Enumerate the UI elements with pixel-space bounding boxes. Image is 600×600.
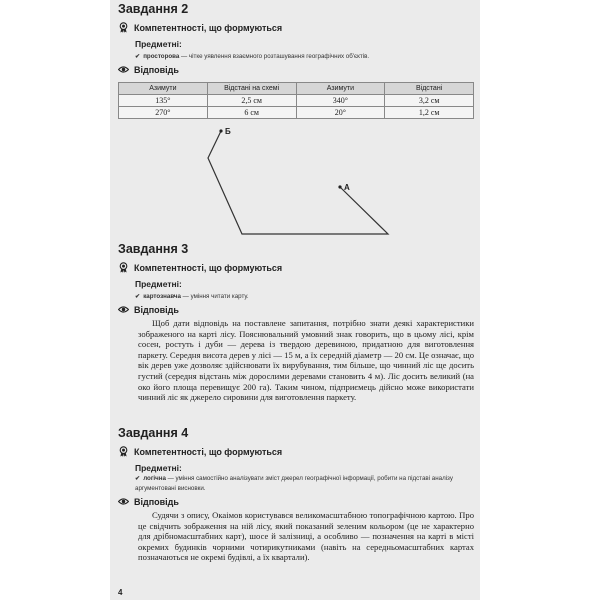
route-line: [208, 131, 388, 234]
route-diagram: [118, 120, 474, 235]
point-a-marker: [338, 185, 341, 188]
book-page: [110, 0, 480, 600]
table-cell: 340°: [296, 95, 385, 107]
task3-subject-label: Предметні:: [135, 279, 182, 289]
task2-bullet: [135, 53, 369, 60]
table-header-row: [119, 83, 474, 95]
eye-icon: [118, 496, 129, 507]
task2-title: Завдання 2: [118, 2, 189, 16]
page-number: 4: [118, 588, 123, 597]
task2-competencies-label: Компетентності, що формуються: [134, 22, 283, 33]
azimuth-table: [118, 82, 474, 119]
check-icon: ✔: [135, 475, 141, 482]
check-icon: ✔: [135, 53, 141, 60]
table-header-cell: Азимути: [119, 83, 208, 95]
table-cell: 135°: [119, 95, 208, 107]
task4-bullet: [135, 474, 470, 494]
table-row: [119, 95, 474, 107]
task3-bullet-text: — уміння читати карту.: [180, 293, 249, 300]
table-cell: 6 см: [207, 107, 296, 119]
task2-answer-label: Відповідь: [134, 64, 179, 75]
task4-competencies-heading: [118, 446, 282, 457]
task3-bullet-term: картознавча: [143, 293, 181, 300]
table-cell: 1,2 см: [385, 107, 474, 119]
task2-subject-label: Предметні:: [135, 39, 182, 49]
task4-subject-label: Предметні:: [135, 463, 182, 473]
task3-answer-label: Відповідь: [134, 304, 179, 315]
eye-icon: [118, 64, 129, 75]
check-icon: ✔: [135, 293, 141, 300]
table-cell: 2,5 см: [207, 95, 296, 107]
eye-icon: [118, 304, 129, 315]
task4-bullet-term: логічна: [143, 475, 166, 482]
point-a-label: А: [344, 183, 350, 192]
task3-answer-heading: [118, 304, 179, 315]
table-cell: 20°: [296, 107, 385, 119]
table-header-cell: Азимути: [296, 83, 385, 95]
task3-bullet: [135, 293, 249, 300]
award-icon: [118, 22, 129, 33]
table-header-cell: Відстані: [385, 83, 474, 95]
point-b-label: Б: [225, 127, 231, 136]
task4-answer-label: Відповідь: [134, 496, 179, 507]
task2-bullet-term: просторова: [143, 53, 180, 60]
task4-competencies-label: Компетентності, що формуються: [134, 446, 283, 457]
award-icon: [118, 262, 129, 273]
task4-title: Завдання 4: [118, 426, 189, 440]
task3-title: Завдання 3: [118, 242, 189, 256]
task3-competencies-label: Компетентності, що формуються: [134, 262, 283, 273]
task2-answer-heading: [118, 64, 179, 75]
award-icon: [118, 446, 129, 457]
task3-answer-paragraph: Щоб дати відповідь на поставлене запитання, потрібно знати деякі характеристики зображеного на карті лісу. Пояснювальний умовний знак говорить, що в цьому лісі, крім сосен, ростуть і дуби — дерева із твердою деревиною, придатною для виготовлення паркету. Середня висота дерев у лісі — 15 м, а їх середній діаметр — 20 см. Це означає, що вік дерев уже дозволяє здійснювати їх вирубування, тим більше, що чинний ліс ще досить густий (середня відстань між дорослими деревами становить 4 м). Ліс досить великий (на око його площа перевищує 200 га). Таким чином, підприємець дійсно може використати чинний ліс як джерело сировини для виготовлення паркету.: [138, 318, 474, 403]
task4-answer-paragraph: Судячи з опису, Окаімов користувався великомасштабною топографічною картою. Про це свідчить зображення на ній лісу, який показаний зеленим кольором (це не характерно для дрібномасштабних карт), шосе й залізниці, а особливо — позначення на карті в місті окремих будинків чорними чотирикутниками (навіть на середньомасштабних картах позначаються не окремі будівлі, а їх квартали).: [138, 510, 474, 563]
task4-answer-heading: [118, 496, 179, 507]
point-b-marker: [219, 129, 222, 132]
table-header-cell: Відстані на схемі: [207, 83, 296, 95]
task3-competencies-heading: [118, 262, 282, 273]
task4-bullet-text: — уміння самостійно аналізувати зміст джерел географічної інформації, робити на підставі аналізу аргументовані висновки.: [135, 475, 453, 492]
task2-bullet-text: — чітке уявлення взаємного розташування географічних об'єктів.: [179, 53, 370, 60]
table-cell: 270°: [119, 107, 208, 119]
task2-competencies-heading: [118, 22, 282, 33]
table-cell: 3,2 см: [385, 95, 474, 107]
table-row: [119, 107, 474, 119]
